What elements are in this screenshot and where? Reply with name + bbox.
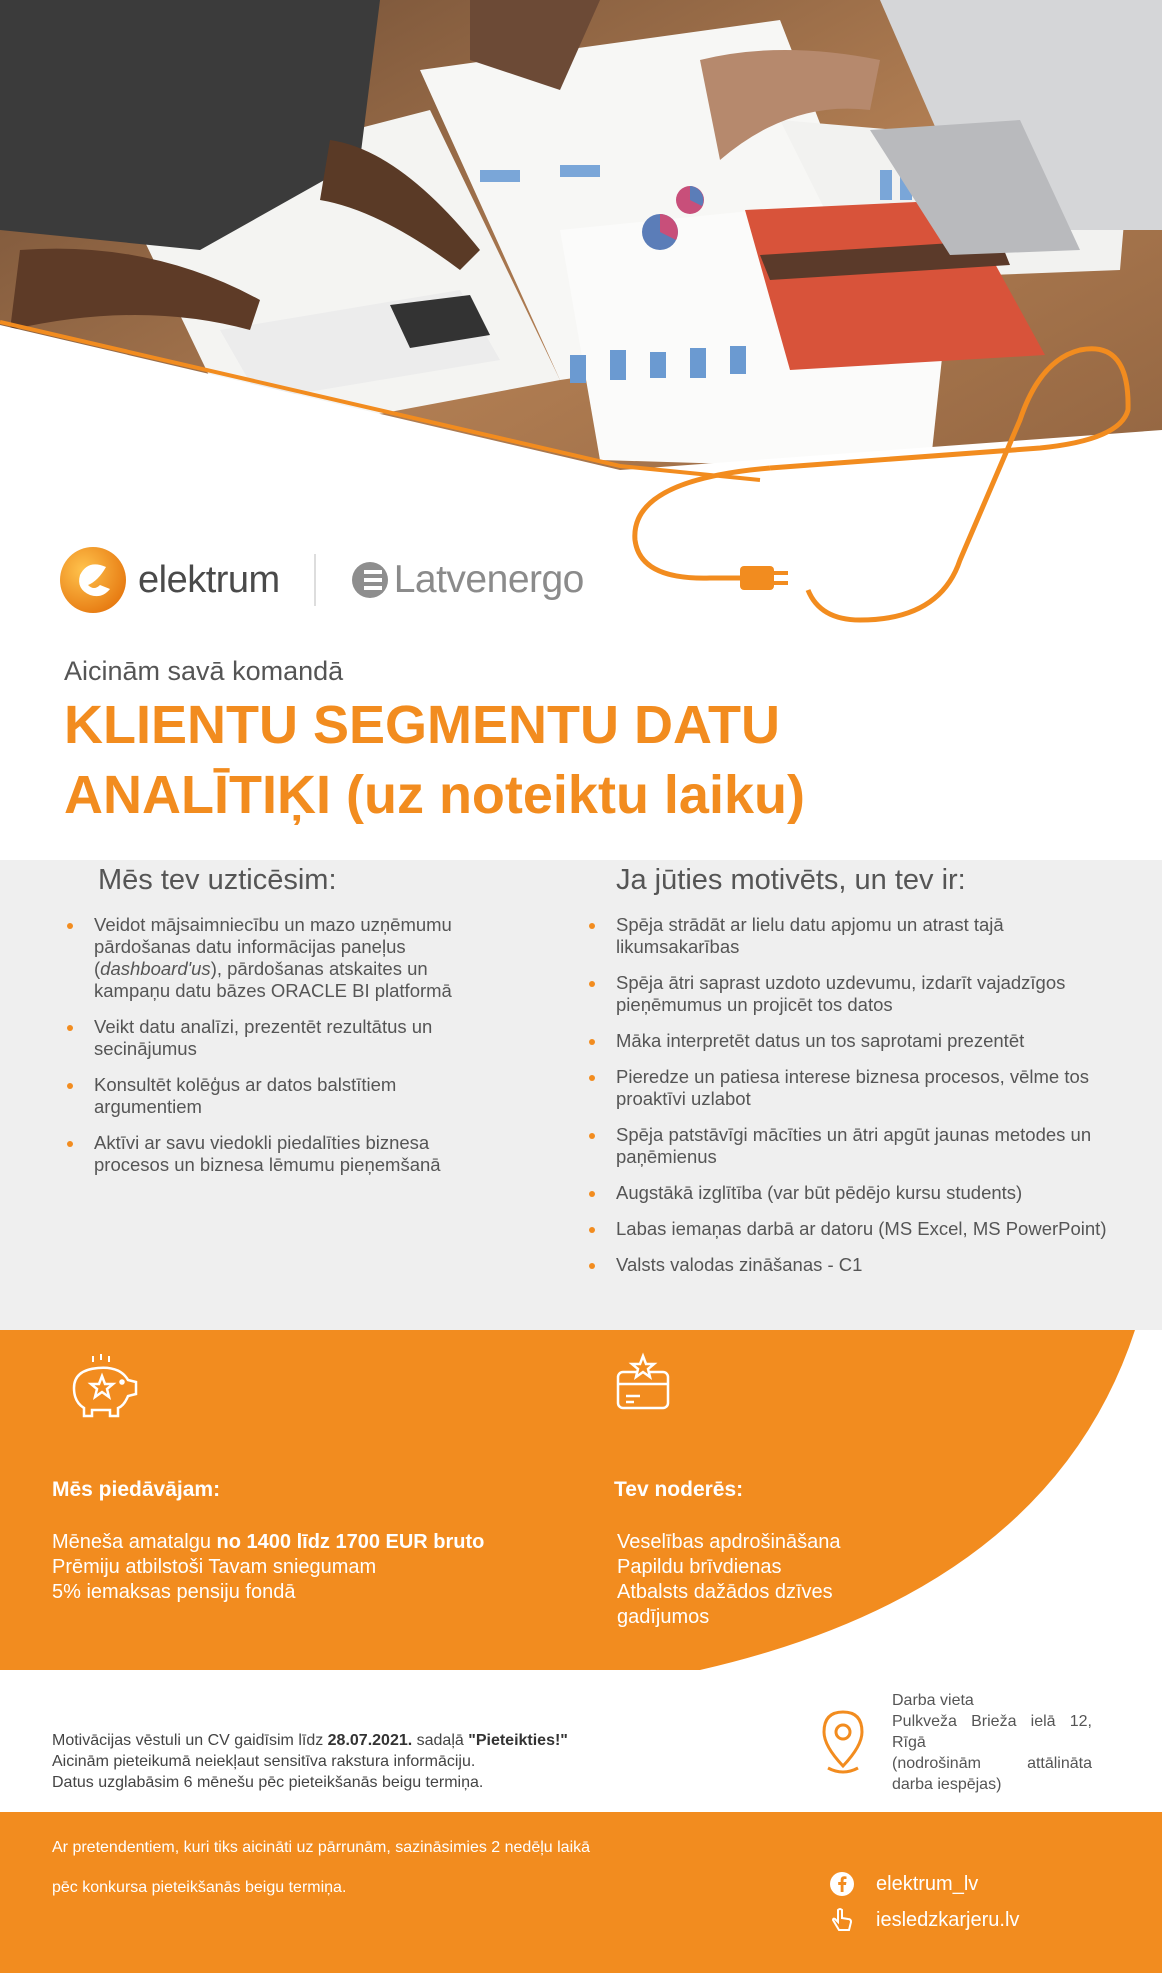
workplace-label: Darba vieta — [892, 1692, 974, 1709]
job-title-line-1: KLIENTU SEGMENTU DATU — [64, 695, 780, 755]
latvenergo-emblem-icon — [350, 560, 390, 600]
sensitive-info-note: Aicinām pieteikumā neiekļaut sensitīva rakstura informāciju. — [52, 1753, 476, 1770]
contact-note-line-1: Ar pretendentiem, kuri tiks aicināti uz pārrunām, sazināsimies 2 nedēļu laikā — [52, 1839, 591, 1856]
power-cable-graphic — [620, 340, 1162, 640]
application-info — [52, 1730, 702, 1793]
job-title — [64, 690, 1064, 830]
offer-list — [52, 1530, 492, 1605]
list-item: 5% iemaksas pensiju fondā — [52, 1581, 296, 1603]
card-star-icon — [612, 1352, 676, 1418]
list-item: Aktīvi ar savu viedokli piedalīties biznesa procesos un biznesa lēmumu pieņemšanā — [64, 1132, 504, 1176]
offer-heading: Mēs piedāvājam: — [52, 1478, 221, 1501]
list-item: Spēja strādāt ar lielu datu apjomu un atrast tajā likumsakarības — [586, 914, 1116, 958]
latvenergo-logo — [350, 558, 584, 602]
list-item: Māka interpretēt datus un tos saprotami prezentēt — [586, 1030, 1116, 1052]
remote-work-note: (nodrošinām attālināta darba iespējas) — [892, 1755, 1092, 1793]
location-pin-icon — [818, 1708, 868, 1776]
list-item: Augstākā izglītība (var būt pēdējo kursu students) — [586, 1182, 1116, 1204]
intro-text: Aicinām savā komandā — [64, 656, 344, 686]
elektrum-emblem-icon — [58, 545, 128, 615]
requirements-list — [586, 914, 1116, 1290]
latvenergo-wordmark: Latvenergo — [393, 558, 584, 601]
list-item: Veselības apdrošināšana — [617, 1531, 841, 1553]
workplace-info — [892, 1690, 1092, 1795]
list-item: Spēja ātri saprast uzdoto uzdevumu, izdarīt vajadzīgos pieņēmumus un projicēt tos datos — [586, 972, 1116, 1016]
elektrum-wordmark: elektrum — [138, 558, 280, 601]
job-title-line-2: ANALĪTIĶI (uz noteiktu laiku) — [64, 765, 805, 825]
list-item: Papildu brīvdienas — [617, 1556, 782, 1578]
salary-line: Mēneša amatalgu no 1400 līdz 1700 EUR bruto — [52, 1531, 485, 1553]
list-item: Konsultēt kolēģus ar datos balstītiem argumentiem — [64, 1074, 504, 1118]
pointer-hand-icon — [828, 1906, 856, 1934]
piggy-bank-icon — [64, 1354, 144, 1420]
list-item: Labas iemaņas darbā ar datoru (MS Excel, MS PowerPoint) — [586, 1218, 1116, 1240]
contact-note-line-2: pēc konkursa pieteikšanās beigu termiņa. — [52, 1879, 347, 1896]
contact-note — [52, 1828, 732, 1908]
list-item: Spēja patstāvīgi mācīties un ātri apgūt jaunas metodes un paņēmienus — [586, 1124, 1116, 1168]
list-item: Prēmiju atbilstoši Tavam sniegumam — [52, 1556, 377, 1578]
career-site-url: iesledzkarjeru.lv — [876, 1908, 1020, 1931]
benefits-heading: Tev noderēs: — [614, 1478, 744, 1501]
list-item: Valsts valodas zināšanas - C1 — [586, 1254, 1116, 1276]
list-item: Pieredze un patiesa interese biznesa procesos, vēlme tos proaktīvi uzlabot — [586, 1066, 1116, 1110]
facebook-icon — [828, 1870, 856, 1898]
benefits-list — [617, 1530, 877, 1630]
responsibilities-list — [64, 914, 504, 1190]
facebook-link[interactable] — [828, 1870, 978, 1898]
elektrum-logo — [58, 545, 280, 615]
list-item: Atbalsts dažādos dzīves gadījumos — [617, 1581, 833, 1628]
list-item: Veidot mājsaimniecību un mazo uzņēmumu pārdošanas datu informācijas paneļus (dashboard'us), pārdošanas atskaites un kampaņu datu bāzes ORACLE BI platformā — [64, 914, 504, 1002]
list-item: Veikt datu analīzi, prezentēt rezultātus un secinājumus — [64, 1016, 504, 1060]
career-site-link[interactable] — [828, 1906, 1019, 1934]
workplace-address: Pulkveža Brieža ielā 12, Rīgā — [892, 1713, 1092, 1751]
logos — [58, 540, 584, 620]
responsibilities-heading: Mēs tev uzticēsim: — [98, 864, 337, 896]
data-retention-note: Datus uzglabāsim 6 mēnešu pēc pieteikšanās beigu termiņa. — [52, 1774, 484, 1791]
facebook-handle: elektrum_lv — [876, 1872, 979, 1895]
deadline-line: Motivācijas vēstuli un CV gaidīsim līdz 28.07.2021. sadaļā "Pieteikties!" — [52, 1732, 568, 1749]
requirements-heading: Ja jūties motivēts, un tev ir: — [616, 864, 966, 896]
logo-divider — [314, 554, 316, 606]
